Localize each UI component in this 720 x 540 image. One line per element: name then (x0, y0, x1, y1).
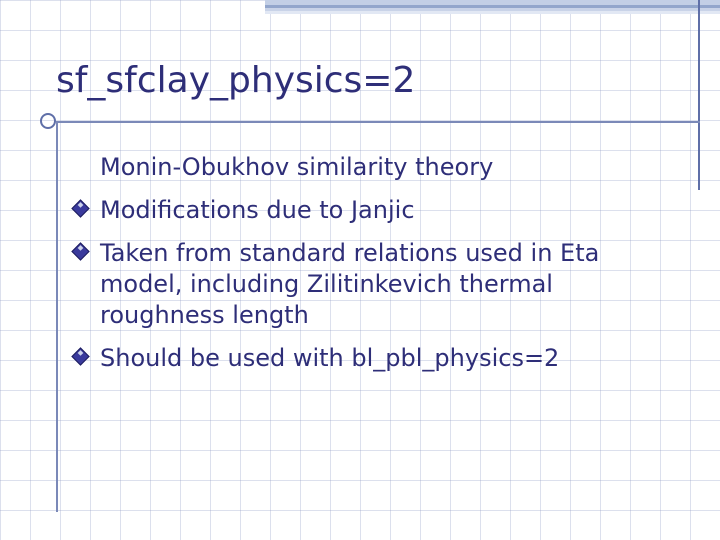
body-line-text: Taken from standard relations used in Eta model, including Zilitinkevich thermal roughness length (100, 239, 600, 329)
diamond-bullet-icon (74, 195, 100, 215)
corner-circle-marker (40, 113, 56, 129)
left-vertical-rule (56, 122, 58, 512)
band-stripe-4 (265, 11, 720, 14)
slide-body (74, 152, 674, 386)
top-decorative-band (265, 0, 720, 14)
body-line (74, 343, 674, 374)
body-line-text: Monin-Obukhov similarity theory (100, 153, 494, 181)
body-line (74, 238, 674, 331)
slide-title: sf_sfclay_physics=2 (56, 60, 416, 101)
body-line (74, 152, 674, 183)
diamond-bullet-icon (74, 238, 100, 258)
body-line (74, 195, 674, 226)
right-vertical-rule (698, 0, 700, 190)
diamond-bullet-icon (74, 343, 100, 363)
title-underline-rule (56, 121, 700, 123)
body-line-text: Should be used with bl_pbl_physics=2 (100, 344, 560, 372)
body-line-text: Modifications due to Janjic (100, 196, 415, 224)
